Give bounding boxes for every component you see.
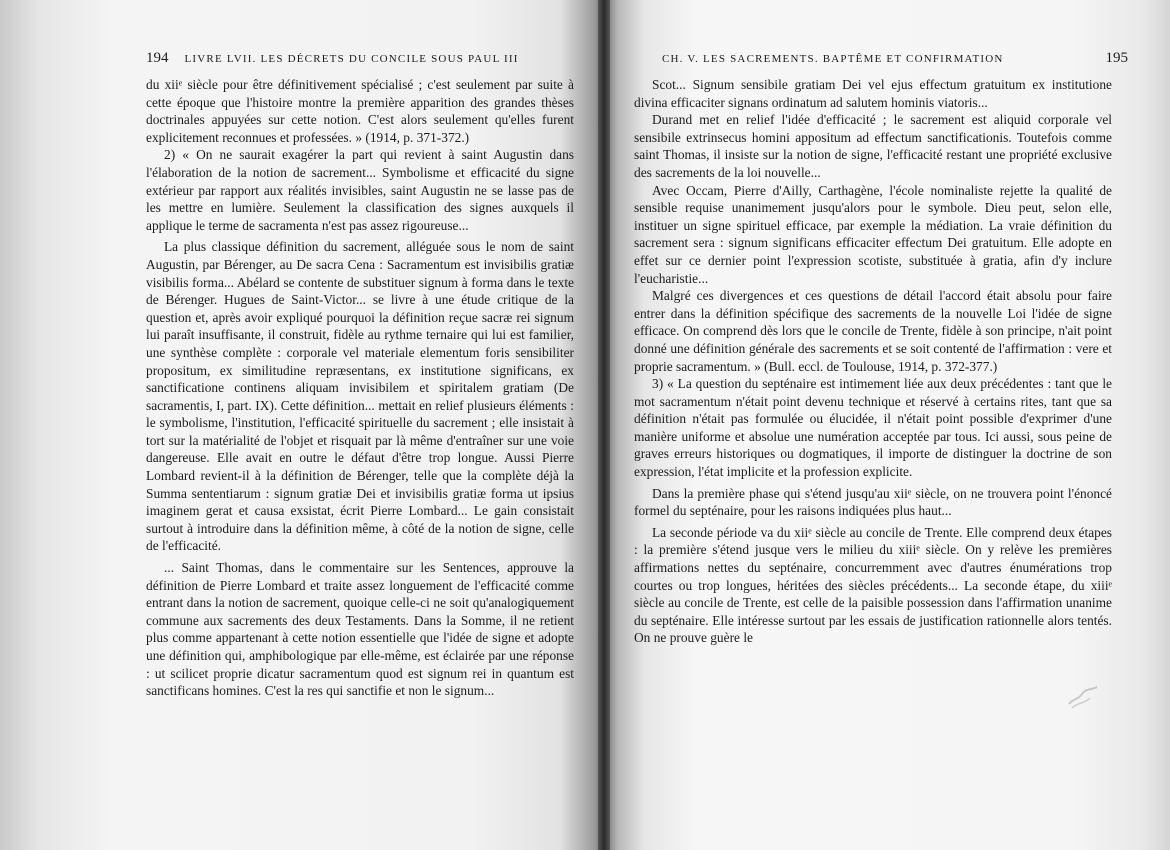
paragraph: Avec Occam, Pierre d'Ailly, Carthagène, l'école nominaliste rejette la qualité de sensible requise unanimement jusqu'alors pour le symbole. Dieu peut, selon elle, instituer un signe spirituel efficace, par exemple la médiation. La vraie définition du sacrement sera : signum significans efficaciter effectum Dei gratuitum. Elle adopte en effet sur ce dernier point l'expression scotiste, substituée à gratia, afin d'y inclure l'eucharistie... (634, 182, 1112, 286)
right-running-title: CH. V. LES SACREMENTS. BAPTÊME ET CONFIRMATION (662, 53, 1004, 65)
left-running-head (146, 50, 576, 72)
paragraph: Malgré ces divergences et ces questions de détail l'accord était absolu pour faire entrer dans la définition spécifique des sacrements de la nouvelle Loi l'idée de signe efficace. On comprend dès lors que le concile de Trente, fidèle à son principe, n'ait point donné une définition générale des sacrements et se soit contenté de l'affirmation : vere et proprie sacramentum. » (Bull. eccl. de Toulouse, 1914, p. 372-377.) (634, 288, 1112, 374)
paragraph: La plus classique définition du sacrement, alléguée sous le nom de saint Augustin, par Bérenger, au De sacra Cena : Sacramentum est invisibilis gratiæ visibilis forma... Abélard se contente de substituer signum à forma dans le texte de Bérenger. Hugues de Saint-Victor... se livre à une étude critique de la question et, après avoir expliqué pourquoi la définition reçue sacræ rei signum lui paraît insuffisante, il construit, fidèle au rythme ternaire qui lui est familier, une synthèse complète : corporale vel materiale elementum foris sensibiliter propositum, ex similitudine repræsentans, ex institutione significans, ex sanctificatione continens aliquam invisibilem et spiritalem gratiam (De sacramentis, I, part. IX). Cette définition... mettait en relief plusieurs éléments : le symbolisme, l'institution, l'efficacité spirituelle du sacrement ; elle insistait à tort sur la matérialité de l'objet et risquait par là même d'entraîner sur une voie dangereuse. Elle avait en outre le défaut d'être trop longue. Aussi Pierre Lombard revient-il à la définition de Bérenger, telle que la complète déjà la Summa sententiarum : signum gratiæ Dei et invisibilis gratiæ forma ut ipsius imaginem gerat et causa exsistat, écrit Pierre Lombard... Le gain consistait surtout à introduire dans la définition même, à côté de la notion de signe, celle de l'efficacité. (146, 239, 574, 554)
right-page (604, 0, 1170, 850)
left-page-text (146, 76, 574, 700)
left-running-title: LIVRE LVII. LES DÉCRETS DU CONCILE SOUS PAUL III (184, 53, 519, 65)
paragraph: ... Saint Thomas, dans le commentaire sur les Sentences, approuve la définition de Pierre Lombard et traite assez longuement de l'efficacité comme entrant dans la notion de sacrement, quoique celle-ci ne soit qu'analogiquement commune aux sacrements des deux Testaments. Dans la Somme, il ne retient plus comme appartenant à cette notion essentielle que l'idée de signe et adopte une définition qui, amphibologique par elle-même, est éclairée par une réponse : ut scilicet proprie dicatur sacramentum quod est signum rei in quantum est sanctificans homines. C'est la res qui sanctifie et non le signum... (146, 560, 574, 699)
paragraph: Dans la première phase qui s'étend jusqu'au xiiᵉ siècle, on ne trouvera point l'énoncé formel du septénaire, pour les raisons indiquées plus haut... (634, 485, 1112, 519)
right-page-number: 195 (1105, 50, 1128, 66)
paragraph: du xiiᵉ siècle pour être définitivement spécialisé ; c'est seulement par suite à cette époque que l'histoire montre la première apparition des grandes thèses doctrinales appuyées sur cette notion. C'est alors seulement qu'elles furent explicitement reconnues et professées. » (1914, p. 371-372.) (146, 77, 574, 145)
right-page-text (634, 76, 1112, 647)
paragraph: Durand met en relief l'idée d'efficacité ; le sacrement est aliquid corporale vel sensibile extrinsecus homini appositum ad effectum sanctificationis. Toutefois comme saint Thomas, il insiste sur la notion de signe, l'efficacité restant une propriété exclusive des sacrements de la loi nouvelle... (634, 112, 1112, 180)
left-page-number: 194 (146, 50, 169, 66)
book-gutter (598, 0, 610, 850)
paragraph: 2) « On ne saurait exagérer la part qui revient à saint Augustin dans l'élaboration de la notion de sacrement... Symbolisme et efficacité du signe extérieur par rapport aux réalités invisibles, saint Augustin ne se lasse pas de les mettre en lumière. Seulement la classification des signes auxquels il applique le terme de sacramenta n'est pas assez rigoureuse... (146, 147, 574, 233)
paragraph: Scot... Signum sensibile gratiam Dei vel ejus effectum gratuitum ex institutione divina efficaciter signans ordinatum ad salutem hominis viatoris... (634, 77, 1112, 110)
paragraph: La seconde période va du xiiᵉ siècle au concile de Trente. Elle comprend deux étapes : la première s'étend jusque vers le milieu du xiiiᵉ siècle. On y relève les premières affirmations nettes du septénaire, concurremment avec d'autres énumérations trop courtes ou trop longues, héritées des siècles précédents... La seconde étape, du xiiiᵉ siècle au concile de Trente, est celle de la paisible possession dans l'affirmation unanime du septénaire. Elle intéresse surtout par les essais de justification rationnelle alors tentés. On ne prouve guère le (634, 524, 1112, 646)
paragraph: 3) « La question du septénaire est intimement liée aux deux précédentes : tant que le mot sacramentum n'était point devenu technique et réservé à certains rites, tant que sa définition n'était pas formulée ou élucidée, il n'était point possible d'exprimer d'une manière uniforme et absolue une numération acceptée par tous. Ici aussi, sous peine de graves erreurs historiques ou dogmatiques, il importe de distinguer la doctrine de son expression, l'état implicite et la profession explicite. (634, 376, 1112, 480)
pencil-mark-icon (1066, 682, 1100, 712)
right-running-head (662, 50, 1128, 72)
